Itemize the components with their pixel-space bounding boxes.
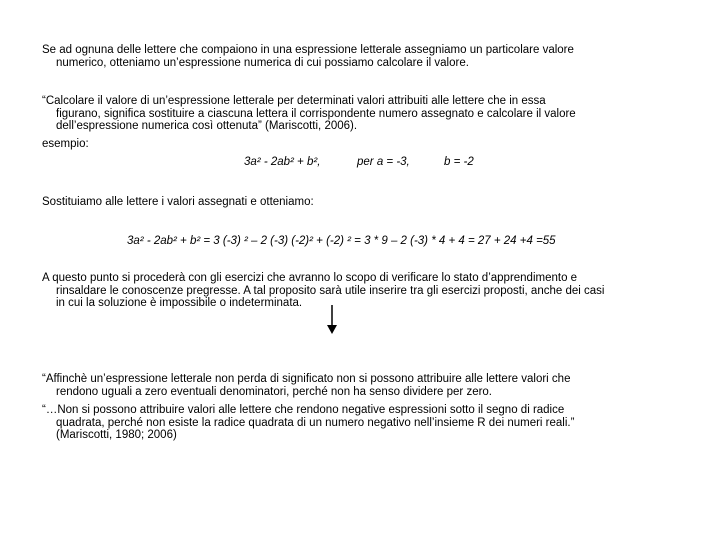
quote-calcolare-line-3: dell’espressione numerica così ottenuta” (Mariscotti, 2006). <box>56 120 358 132</box>
example-b-value: b = -2 <box>444 156 474 168</box>
exercises-line-1: A questo punto si procederà con gli esercizi che avranno lo scopo di verificare lo stato d’apprendimento e <box>42 272 578 284</box>
quote-radice-line-1: “…Non si possono attribuire valori alle lettere che rendono negative espressioni sotto il segno di radice <box>42 404 565 416</box>
quote-calcolare-line-1: “Calcolare il valore di un’espressione letterale per determinati valori attribuiti alle lettere che in essa <box>42 95 546 107</box>
down-arrow-icon <box>325 305 339 335</box>
intro-line-1: Se ad ognuna delle lettere che compaiono in una espressione letterale assegniamo un particolare valore <box>42 44 574 56</box>
exercises-line-2: rinsaldare le conoscenze pregresse. A tal proposito sarà utile inserire tra gli esercizi proposti, anche dei casi <box>56 284 605 297</box>
substitution-text: Sostituiamo alle lettere i valori assegnati e otteniamo: <box>42 196 314 208</box>
quote-calcolare <box>42 95 682 133</box>
quote-calcolare-line-2: figurano, significa sostituire a ciascuna lettera il corrispondente numero assegnato e calcolare il valore <box>56 107 576 120</box>
substitution-calculation: 3a² - 2ab² + b² = 3 (-3) ² – 2 (-3) (-2)² + (-2) ² = 3 * 9 – 2 (-3) * 4 + 4 = 27 + 24 +4 =55 <box>127 235 556 247</box>
quote-radice <box>42 404 682 442</box>
quote-radice-line-2: quadrata, perché non esiste la radice quadrata di un numero negativo nell’insieme R dei numeri reali.” <box>56 416 575 429</box>
example-a-value: per a = -3, <box>357 156 410 168</box>
intro-paragraph <box>42 44 682 69</box>
exercises-line-3: in cui la soluzione è impossibile o indeterminata. <box>56 297 303 309</box>
quote-affinche-line-1: “Affinchè un’espressione letterale non perda di significato non si possono attribuire alle lettere valori che <box>42 373 571 385</box>
example-label-text: esempio: <box>42 138 89 150</box>
substitution-paragraph <box>42 196 682 209</box>
example-label <box>42 138 682 151</box>
quote-radice-line-3: (Mariscotti, 1980; 2006) <box>56 429 177 441</box>
intro-line-2: numerico, otteniamo un’espressione numerica di cui possiamo calcolare il valore. <box>56 56 469 69</box>
quote-affinche <box>42 373 682 398</box>
quote-affinche-line-2: rendono uguali a zero eventuali denominatori, perché non ha senso dividere per zero. <box>56 385 493 398</box>
exercises-paragraph <box>42 272 682 310</box>
example-expression: 3a² - 2ab² + b², <box>244 156 321 168</box>
